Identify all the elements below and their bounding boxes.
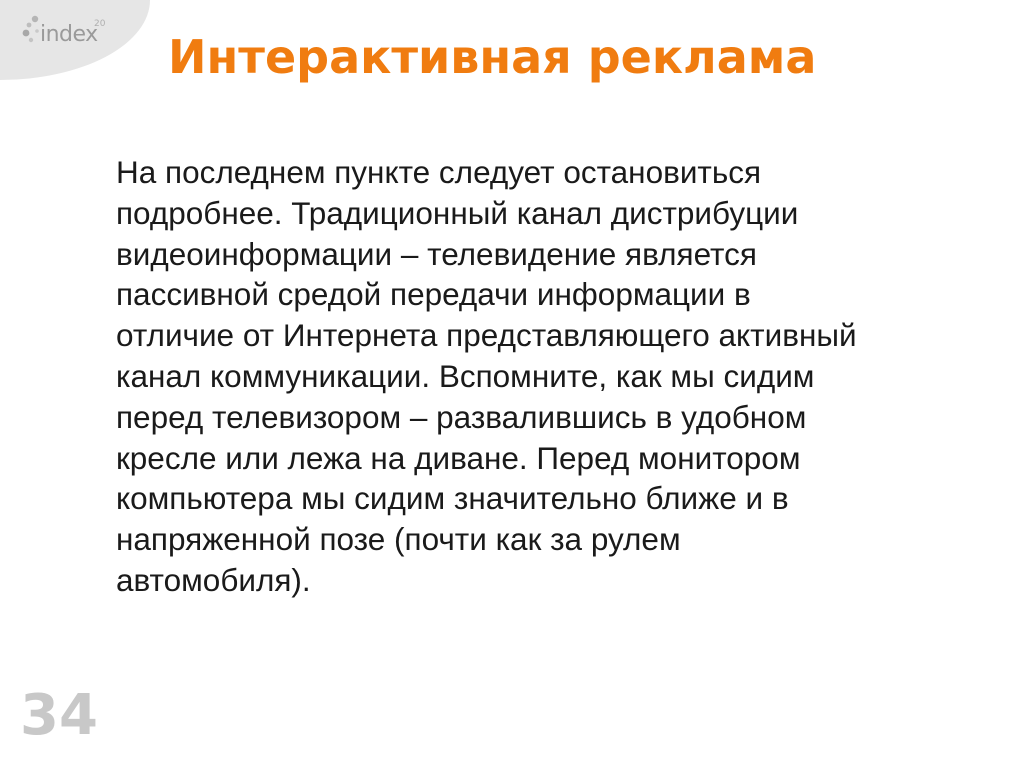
body-line: автомобиля). xyxy=(116,561,311,598)
body-line: напряженной позе (почти как за рулем xyxy=(116,521,681,558)
body-line: компьютера мы сидим значительно ближе и в xyxy=(116,480,789,517)
body-line: пассивной средой передачи информации в xyxy=(116,276,751,313)
logo-superscript: 20 xyxy=(94,19,106,29)
body-paragraph xyxy=(116,152,936,601)
page-number: 34 xyxy=(20,683,98,748)
logo-dots-icon xyxy=(22,14,42,50)
logo-text: index xyxy=(40,22,98,47)
body-line: На последнем пункте следует остановиться xyxy=(116,154,762,190)
body-line: кресле или лежа на диване. Перед монитором xyxy=(116,439,801,476)
logo xyxy=(22,14,132,54)
slide-title: Интерактивная реклама xyxy=(168,30,817,84)
body-line: подробнее. Традиционный канал дистрибуции xyxy=(116,194,799,231)
body-line: канал коммуникации. Вспомните, как мы сидим xyxy=(116,357,815,394)
body-line: отличие от Интернета представляющего активный xyxy=(116,317,857,354)
body-line: видеоинформации – телевидение является xyxy=(116,235,757,272)
body-line: перед телевизором – развалившись в удобном xyxy=(116,398,807,435)
